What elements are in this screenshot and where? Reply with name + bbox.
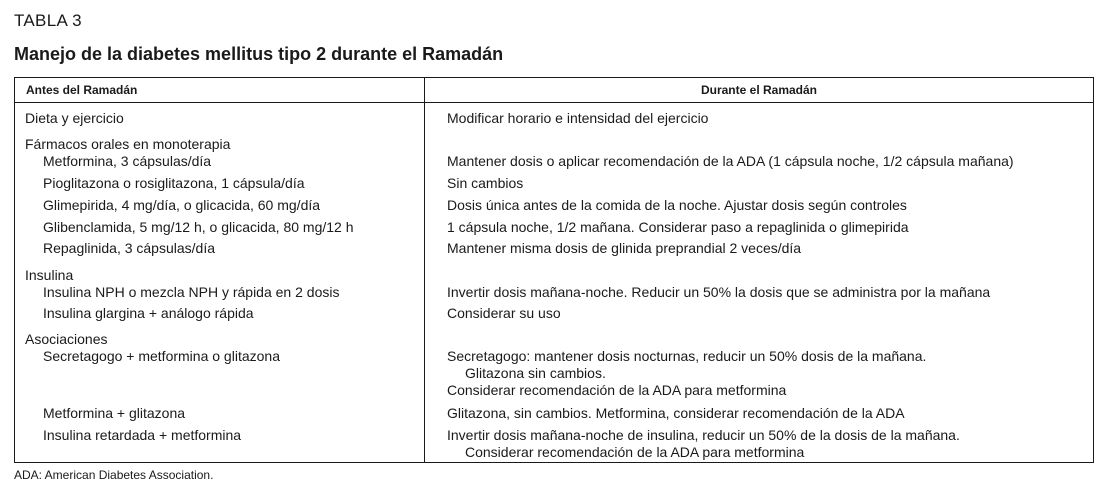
header-before-ramadan: Antes del Ramadán <box>26 83 138 97</box>
row-glibenclamida-before: Glibenclamida, 5 mg/12 h, o glicacida, 80 mg/12 h <box>43 219 354 235</box>
row-secretagogo-during-1: Secretagogo: mantener dosis nocturnas, reducir un 50% dosis de la mañana. <box>447 348 927 364</box>
section-asociaciones: Asociaciones <box>25 331 108 347</box>
footnote: ADA: American Diabetes Association. <box>14 468 214 482</box>
row-dieta-during: Modificar horario e intensidad del ejercicio <box>447 110 709 126</box>
row-metformina-glitazona-during: Glitazona, sin cambios. Metformina, considerar recomendación de la ADA <box>447 405 905 421</box>
table-title: Manejo de la diabetes mellitus tipo 2 durante el Ramadán <box>14 44 504 64</box>
row-dieta-before: Dieta y ejercicio <box>25 110 124 126</box>
row-insulina-glargina-before: Insulina glargina + análogo rápida <box>43 305 254 321</box>
column-divider <box>424 78 425 462</box>
treatment-table <box>14 77 1094 463</box>
row-metformina-glitazona-before: Metformina + glitazona <box>43 405 186 421</box>
header-during-ramadan: Durante el Ramadán <box>700 83 818 97</box>
row-secretagogo-during-2: Glitazona sin cambios. <box>465 365 606 381</box>
row-insulina-nph-during: Invertir dosis mañana-noche. Reducir un 50% la dosis que se administra por la mañana <box>447 284 991 300</box>
section-insulina: Insulina <box>25 267 74 283</box>
row-glibenclamida-during: 1 cápsula noche, 1/2 mañana. Considerar paso a repaglinida o glimepirida <box>447 219 909 235</box>
row-insulina-nph-before: Insulina NPH o mezcla NPH y rápida en 2 dosis <box>43 284 340 300</box>
section-farmacos: Fármacos orales en monoterapia <box>25 136 231 152</box>
row-repaglinida-before: Repaglinida, 3 cápsulas/día <box>43 240 216 256</box>
row-pioglitazona-before: Pioglitazona o rosiglitazona, 1 cápsula/día <box>43 175 305 191</box>
row-pioglitazona-during: Sin cambios <box>447 175 524 191</box>
row-insulina-retardada-during-2: Considerar recomendación de la ADA para metformina <box>465 444 805 460</box>
row-secretagogo-during-3: Considerar recomendación de la ADA para metformina <box>447 382 787 398</box>
row-insulina-retardada-before: Insulina retardada + metformina <box>43 427 242 443</box>
row-glimepirida-during: Dosis única antes de la comida de la noche. Ajustar dosis según controles <box>447 197 907 213</box>
row-repaglinida-during: Mantener misma dosis de glinida preprandial 2 veces/día <box>447 240 802 256</box>
row-metformina-before: Metformina, 3 cápsulas/día <box>43 153 212 169</box>
row-secretagogo-before: Secretagogo + metformina o glitazona <box>43 348 280 364</box>
row-metformina-during: Mantener dosis o aplicar recomendación de la ADA (1 cápsula noche, 1/2 cápsula mañana) <box>447 153 1014 169</box>
row-glimepirida-before: Glimepirida, 4 mg/día, o glicacida, 60 mg/día <box>43 197 321 213</box>
row-insulina-retardada-during-1: Invertir dosis mañana-noche de insulina, reducir un 50% de la dosis de la mañana. <box>447 427 960 443</box>
table-label: TABLA 3 <box>14 11 82 30</box>
header-divider <box>15 102 1093 103</box>
row-insulina-glargina-during: Considerar su uso <box>447 305 561 321</box>
